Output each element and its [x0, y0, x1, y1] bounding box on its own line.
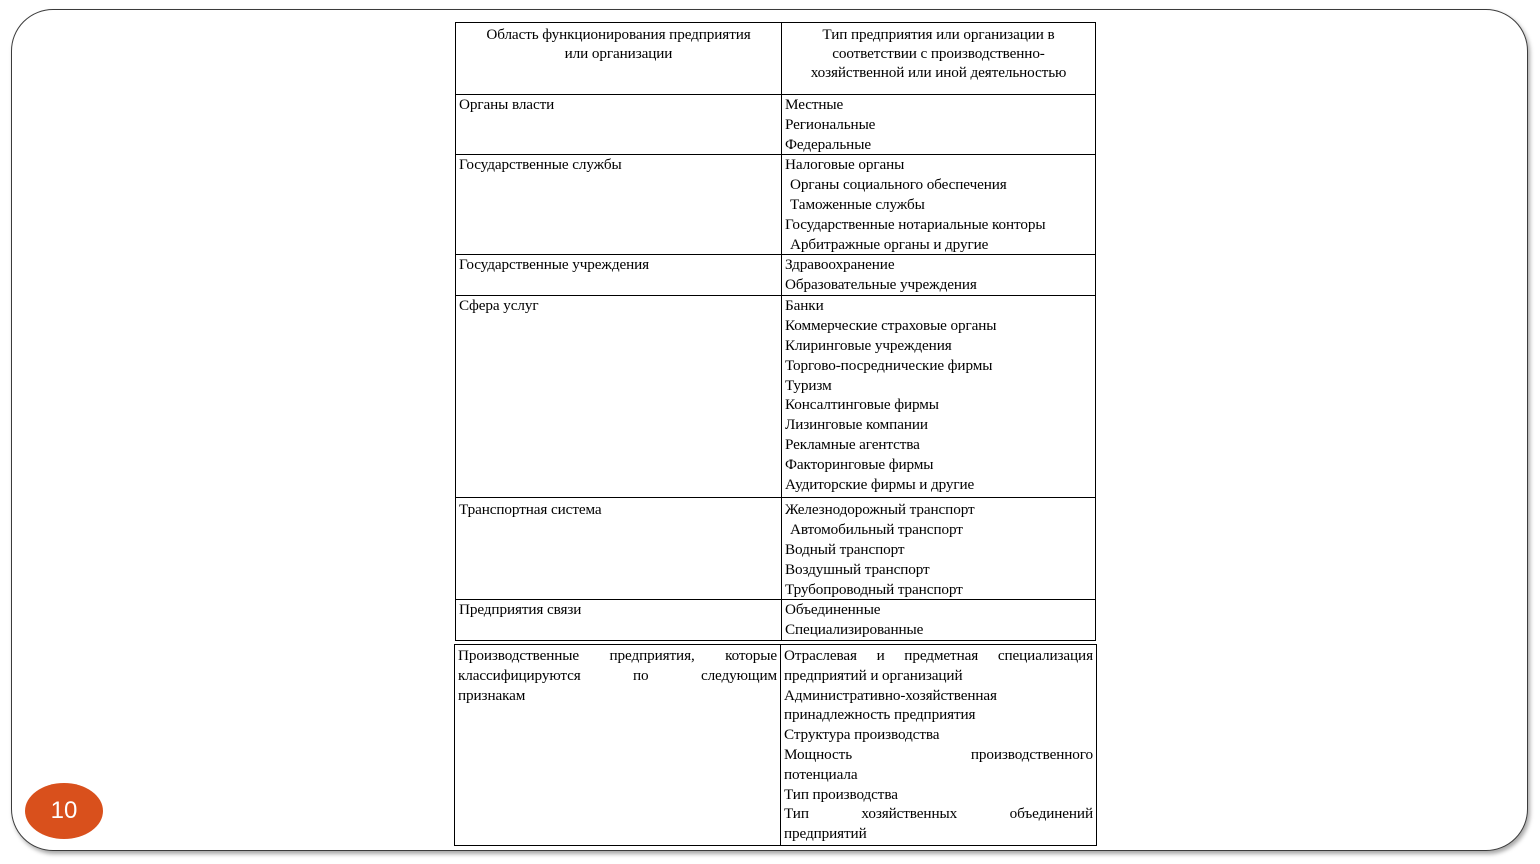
type-line: Тип производства [784, 785, 898, 803]
type-line: предприятий [784, 825, 867, 843]
word: предметная [904, 647, 979, 664]
area-cell: Предприятия связи [456, 600, 782, 641]
word: производственного [970, 745, 1093, 763]
type-item: Туризм [785, 376, 832, 394]
area-cell: Транспортная система [456, 498, 782, 600]
type-item: Государственные нотариальные конторы [785, 215, 1046, 233]
area-cell [455, 645, 781, 846]
type-item: Специализированные [785, 621, 924, 639]
type-line [784, 646, 1093, 666]
area-line: признакам [458, 686, 526, 704]
header-type-line: Тип предприятия или организации в [822, 26, 1055, 43]
table-row [456, 155, 1096, 255]
area-cell: Государственные учреждения [456, 255, 782, 296]
word: объединений [1009, 805, 1093, 823]
type-item: Здравоохранение [785, 256, 895, 274]
type-item: Федеральные [785, 135, 871, 153]
header-type-line: соответствии с производственно- [832, 45, 1045, 62]
types-cell [782, 255, 1096, 296]
header-area-line: Область функционирования предприятия [486, 26, 751, 43]
word: хозяйственных [861, 805, 958, 823]
type-item: Факторинговые фирмы [785, 455, 934, 473]
word: Производственные [458, 647, 580, 664]
type-item: Рекламные агентства [785, 435, 920, 453]
type-line [784, 745, 1093, 765]
type-line: предприятий и организаций [784, 666, 963, 684]
word: предприятия, [609, 647, 695, 664]
types-cell [782, 600, 1096, 641]
type-item: Трубопроводный транспорт [785, 580, 963, 598]
word: и [876, 647, 885, 664]
classification-table-continued [454, 644, 1097, 846]
word: классифицируются [458, 666, 581, 684]
header-area-line: или организации [564, 45, 673, 62]
table-row [456, 255, 1096, 296]
type-line: потенциала [784, 765, 858, 783]
type-item: Водный транспорт [785, 540, 905, 558]
table-row [456, 95, 1096, 155]
area-cell: Органы власти [456, 95, 782, 155]
area-line [458, 646, 777, 666]
type-item: Автомобильный транспорт [790, 521, 963, 539]
type-item: Местные [785, 96, 844, 113]
header-type [782, 23, 1096, 95]
type-item: Объединенные [785, 601, 881, 619]
type-item: Образовательные учреждения [785, 276, 977, 294]
type-item: Торгово-посреднические фирмы [785, 356, 993, 374]
word: следующим [700, 666, 777, 684]
table-header-row [456, 23, 1096, 95]
page-number-badge: 10 [25, 783, 103, 839]
type-item: Воздушный транспорт [785, 560, 930, 578]
table-row [456, 600, 1096, 641]
type-line [784, 804, 1093, 824]
types-cell [781, 645, 1097, 846]
table-row [455, 645, 1097, 846]
type-line: Административно-хозяйственная [784, 686, 997, 704]
types-cell [782, 95, 1096, 155]
types-cell [782, 498, 1096, 600]
header-area [456, 23, 782, 95]
classification-table [455, 22, 1096, 641]
word: по [633, 666, 649, 684]
type-item: Клиринговые учреждения [785, 336, 952, 354]
types-cell [782, 296, 1096, 498]
type-item: Лизинговые компании [785, 416, 928, 434]
type-item: Налоговые органы [785, 156, 905, 174]
type-item: Железнодорожный транспорт [785, 501, 975, 519]
area-cell: Сфера услуг [456, 296, 782, 498]
word: Отраслевая [784, 647, 857, 664]
type-item: Банки [785, 297, 824, 315]
table-row [456, 296, 1096, 498]
type-item: Региональные [785, 115, 876, 133]
type-item: Органы социального обеспечения [790, 176, 1007, 194]
types-cell [782, 155, 1096, 255]
type-item: Аудиторские фирмы и другие [785, 475, 975, 493]
word: которые [725, 647, 777, 664]
table-row [456, 498, 1096, 600]
word: Мощность [784, 745, 853, 763]
word: Тип [784, 805, 809, 823]
type-line: Структура производства [784, 726, 940, 744]
type-item: Консалтинговые фирмы [785, 396, 939, 414]
word: специализация [997, 647, 1093, 664]
area-cell: Государственные службы [456, 155, 782, 255]
type-item: Коммерческие страховые органы [785, 317, 997, 335]
type-item: Арбитражные органы и другие [790, 235, 989, 253]
area-line [458, 666, 777, 686]
type-item: Таможенные службы [790, 195, 925, 213]
type-line: принадлежность предприятия [784, 706, 976, 724]
header-type-line: хозяйственной или иной деятельностью [810, 64, 1067, 81]
